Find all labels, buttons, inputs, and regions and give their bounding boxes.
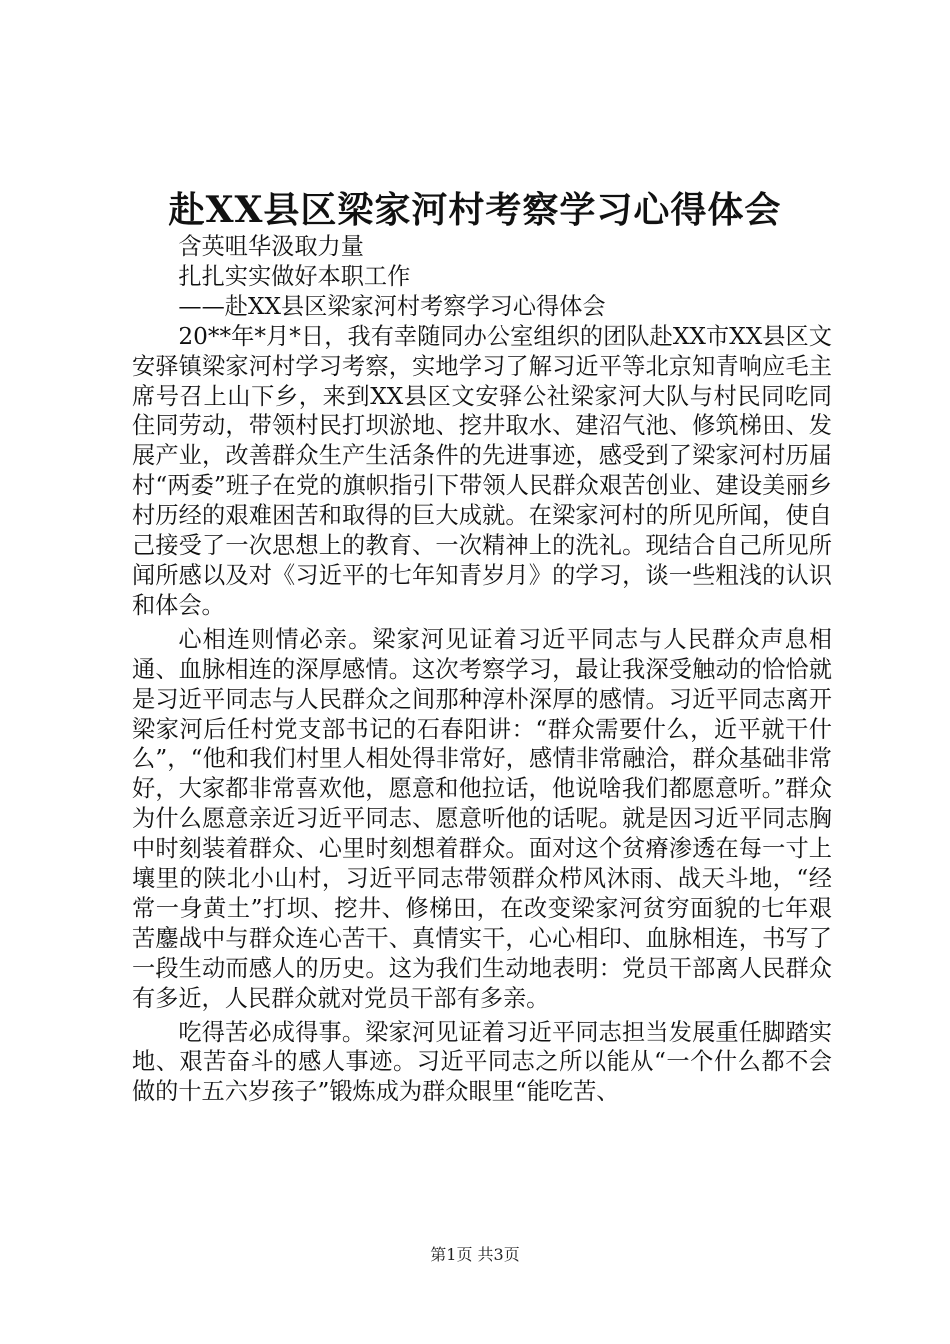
page-number: 第1页 共3页 [430, 1245, 520, 1264]
subheading-2: 扎扎实实做好本职工作 [178, 262, 411, 290]
paragraph-heart: 心相连则情必亲。梁家河见证着习近平同志与人民群众声息相通、血脉相连的深厚感情。这次考察学习，最让我深受触动的恰恰就是习近平同志与人民群众之间那种淳朴深厚的感情。习近平同志离开梁家河后任村党支部书记的石春阳讲：“群众需要什么，近平就干什么”，“他和我们村里人相处得非常好，感情非常融洽，群众基础非常好，大家都非常喜欢他，愿意和他拉话，他说啥我们都愿意听。”群众为什么愿意亲近习近平同志、愿意听他的话呢。就是因习近平同志胸中时刻装着群众、心里时刻想着群众。面对这个贫瘠渗透在每一寸上壤里的陕北小山村，习近平同志带领群众栉风沐雨、战天斗地，“经常一身黄土”打坝、挖井、修梯田，在改变梁家河贫穷面貌的七年艰苦鏖战中与群众连心苦干、真情实干，心心相印、血脉相连，书写了一段生动而感人的历史。这为我们生动地表明：党员干部离人民群众有多近，人民群众就对党员干部有多亲。 [132, 625, 832, 1012]
subheading-1: 含英咀华汲取力量 [178, 233, 364, 260]
document-title: 赴XX县区梁家河村考察学习心得体会 [168, 189, 782, 231]
document-body [132, 232, 832, 1107]
paragraph-intro: 20**年*月*日，我有幸随同办公室组织的团队赴XX市XX县区文安驿镇梁家河村学习考察，实地学习了解习近平等北京知青响应毛主席号召上山下乡，来到XX县区文安驿公社梁家河大队与村民同吃同住同劳动，带领村民打坝淤地、挖井取水、建沼气池、修筑梯田、发展产业，改善群众生产生活条件的先进事迹，感受到了梁家河村历届村“两委”班子在党的旗帜指引下带领人民群众艰苦创业、建设美丽乡村历经的艰难困苦和取得的巨大成就。在梁家河村的所见所闻，使自己接受了一次思想上的教育、一次精神上的洗礼。现结合自己所见所闻所感以及对《习近平的七年知青岁月》的学习，谈一些粗浅的认识和体会。 [132, 322, 832, 619]
subheading-3: ——赴XX县区梁家河村考察学习心得体会 [178, 292, 606, 320]
paragraph-hardship: 吃得苦必成得事。梁家河见证着习近平同志担当发展重任脚踏实地、艰苦奋斗的感人事迹。习近平同志之所以能从“一个什么都不会做的十五六岁孩子”锻炼成为群众眼里“能吃苦、 [132, 1018, 832, 1106]
